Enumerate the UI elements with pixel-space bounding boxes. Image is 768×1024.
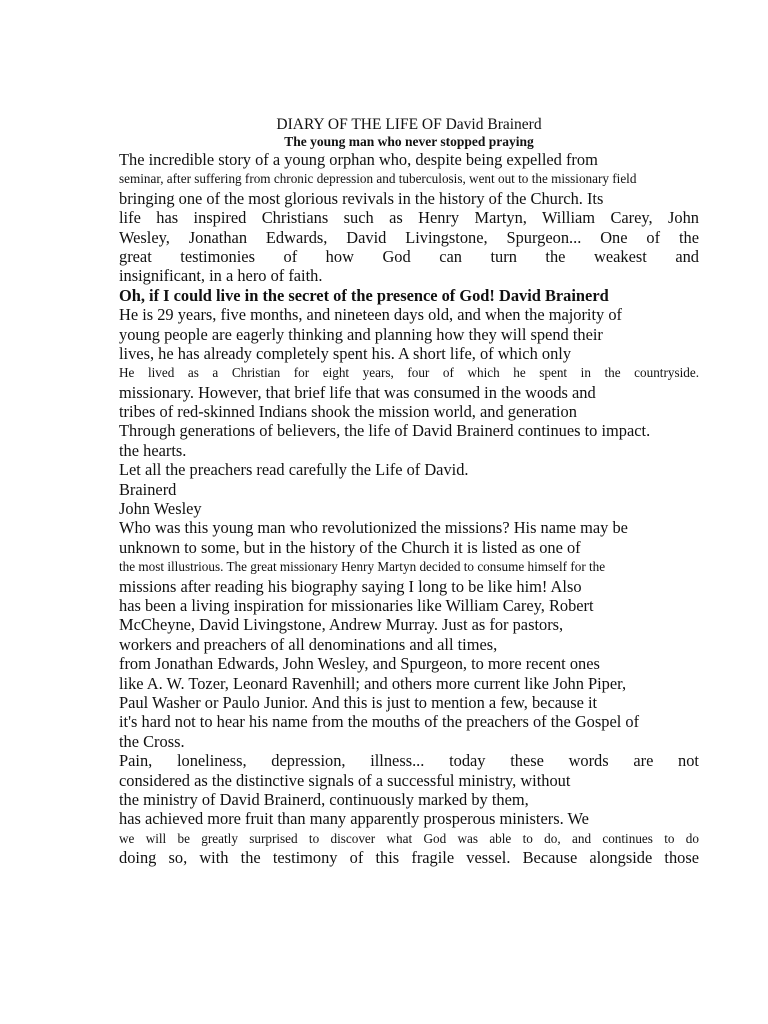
text-line: considered as the distinctive signals of a successful ministry, without — [119, 770, 571, 790]
text-line: the ministry of David Brainerd, continuously marked by them, — [119, 789, 529, 809]
text-line: insignificant, in a hero of faith. — [119, 266, 323, 286]
text-line: from Jonathan Edwards, John Wesley, and Spurgeon, to more recent ones — [119, 654, 600, 674]
text-line: He is 29 years, five months, and nineteen days old, and when the majority of — [119, 305, 622, 325]
text-line: McCheyne, David Livingstone, Andrew Murray. Just as for pastors, — [119, 615, 564, 635]
text-line: seminar, after suffering from chronic depression and tuberculosis, went out to the missionary field — [119, 171, 637, 187]
text-line: doing so, with the testimony of this fragile vessel. Because alongside those — [119, 848, 699, 868]
text-line: young people are eagerly thinking and planning how they will spend their — [119, 324, 603, 344]
text-line: tribes of red-skinned Indians shook the mission world, and generation — [119, 402, 577, 422]
text-line: Paul Washer or Paulo Junior. And this is just to mention a few, because it — [119, 692, 598, 712]
text-line: Through generations of believers, the life of David Brainerd continues to impact. — [119, 421, 651, 441]
text-line: Wesley, Jonathan Edwards, David Livingstone, Spurgeon... One of the — [119, 227, 699, 247]
text-line: John Wesley — [119, 499, 202, 519]
text-line: has been a living inspiration for missionaries like William Carey, Robert — [119, 595, 594, 615]
document-title: DIARY OF THE LIFE OF David Brainerd — [276, 116, 542, 133]
text-line: Who was this young man who revolutionized the missions? His name may be — [119, 518, 628, 538]
text-line: workers and preachers of all denominations and all times, — [119, 634, 498, 654]
text-line: Let all the preachers read carefully the Life of David. — [119, 460, 469, 480]
text-line: the Cross. — [119, 731, 185, 751]
text-line: bringing one of the most glorious revivals in the history of the Church. Its — [119, 188, 604, 208]
text-line: great testimonies of how God can turn the weakest and — [119, 246, 699, 266]
text-line: missions after reading his biography saying I long to be like him! Also — [119, 576, 582, 596]
text-line: He lived as a Christian for eight years, four of which he spent in the countryside. — [119, 365, 699, 381]
document-body — [119, 150, 699, 867]
text-line: The incredible story of a young orphan who, despite being expelled from — [119, 150, 598, 169]
text-line: like A. W. Tozer, Leonard Ravenhill; and others more current like John Piper, — [119, 673, 627, 693]
text-line: lives, he has already completely spent his. A short life, of which only — [119, 343, 572, 363]
text-line: the hearts. — [119, 440, 187, 460]
text-line: missionary. However, that brief life that was consumed in the woods and — [119, 382, 596, 402]
text-line: it's hard not to hear his name from the mouths of the preachers of the Gospel of — [119, 712, 640, 732]
text-line: Pain, loneliness, depression, illness... today these words are not — [119, 751, 699, 771]
text-line: Oh, if I could live in the secret of the presence of God! David Brainerd — [119, 285, 609, 305]
document-page — [119, 116, 699, 867]
text-line: unknown to some, but in the history of the Church it is listed as one of — [119, 537, 581, 557]
text-line: life has inspired Christians such as Henry Martyn, William Carey, John — [119, 208, 699, 228]
text-line: has achieved more fruit than many apparently prosperous ministers. We — [119, 809, 589, 829]
text-line: Brainerd — [119, 479, 177, 499]
document-subtitle: The young man who never stopped praying — [284, 134, 534, 149]
text-line: the most illustrious. The great missionary Henry Martyn decided to consume himself for the — [119, 559, 606, 575]
text-line: we will be greatly surprised to discover what God was able to do, and continues to do — [119, 830, 699, 846]
